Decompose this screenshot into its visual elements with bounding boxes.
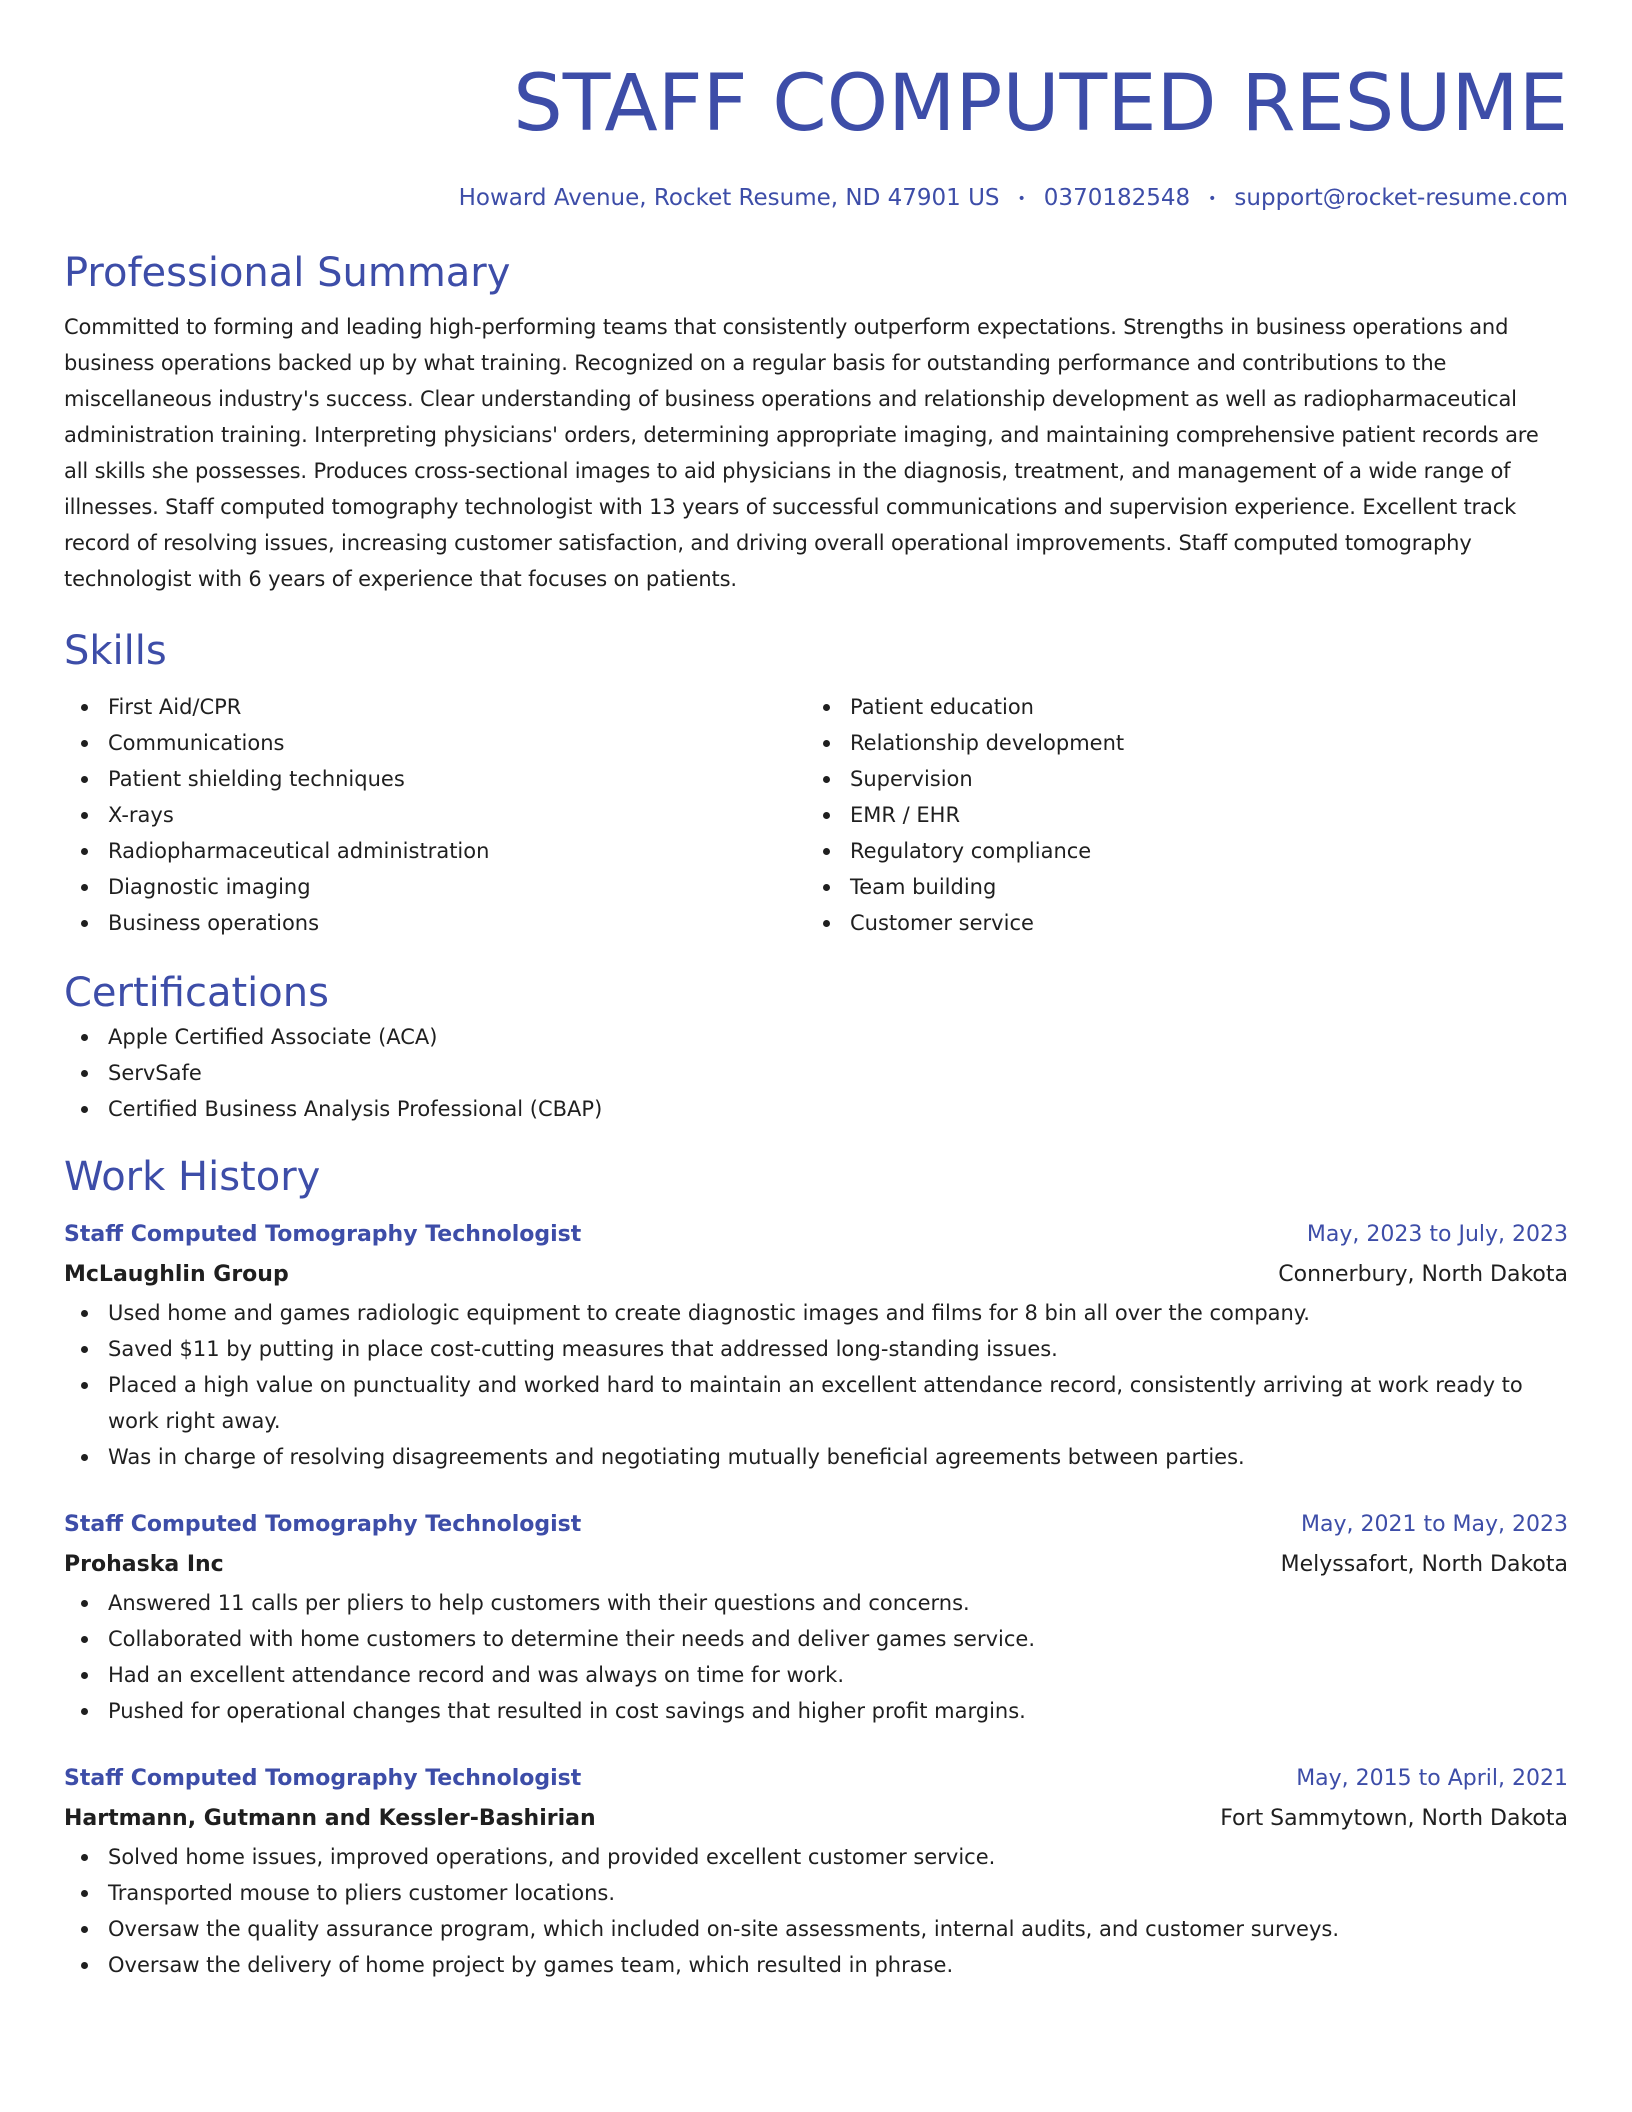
skill-item: Communications: [64, 725, 806, 761]
job-bullet: Pushed for operational changes that resulted in cost savings and higher profit margins.: [64, 1693, 1568, 1729]
summary-text: Committed to forming and leading high-performing teams that consistently outperform expectations. Strengths in business operations and business operations backed up by what training. Recognized on a regular basis for outstanding performance and contributions to the miscellaneous industry's success. Clear understanding of business operations and relationship development as well as radiopharmaceutical administration training. Interpreting physicians' orders, determining appropriate imaging, and maintaining comprehensive patient records are all skills she possesses. Produces cross-sectional images to aid physicians in the diagnosis, treatment, and management of a wide range of illnesses. Staff computed tomography technologist with 13 years of successful communications and supervision experience. Excellent track record of resolving issues, increasing customer satisfaction, and driving overall operational improvements. Staff computed tomography technologist with 6 years of experience that focuses on patients.: [64, 314, 1539, 591]
skills-grid: [64, 689, 1568, 941]
job-bullet: Oversaw the delivery of home project by games team, which resulted in phrase.: [64, 1947, 1568, 1983]
job-bullet: Collaborated with home customers to determine their needs and deliver games service.: [64, 1621, 1568, 1657]
job-location: Melyssafort, North Dakota: [1280, 1551, 1568, 1577]
job-bullet: Was in charge of resolving disagreements and negotiating mutually beneficial agreements between parties.: [64, 1439, 1568, 1475]
skill-item: Patient shielding techniques: [64, 761, 806, 797]
skill-item: Business operations: [64, 905, 806, 941]
skill-item: Radiopharmaceutical administration: [64, 833, 806, 869]
skill-item: Team building: [806, 869, 1548, 905]
job-title-row: [64, 1215, 1568, 1255]
skills-list-left: [64, 689, 806, 941]
job-title: Staff Computed Tomography Technologist: [64, 1221, 582, 1247]
section-title-certifications: Certifications: [64, 969, 329, 1016]
skill-item: EMR / EHR: [806, 797, 1548, 833]
job-dates: May, 2015 to April, 2021: [1296, 1765, 1568, 1791]
skill-item: Supervision: [806, 761, 1548, 797]
job-dates: May, 2021 to May, 2023: [1301, 1511, 1568, 1537]
job-company-row: [64, 1545, 1568, 1585]
job-title: Staff Computed Tomography Technologist: [64, 1511, 582, 1537]
job-bullet: Placed a high value on punctuality and worked hard to maintain an excellent attendance record, consistently arriving at work ready to work right away.: [64, 1367, 1568, 1439]
skill-item: Diagnostic imaging: [64, 869, 806, 905]
contact-line: [64, 182, 1568, 215]
summary-section: [64, 247, 1568, 597]
resume-header: [64, 56, 1568, 215]
work-history-section: [64, 1151, 1568, 1983]
section-title-skills: Skills: [64, 627, 167, 674]
job-bullet: Oversaw the quality assurance program, which included on-site assessments, internal audits, and customer surveys.: [64, 1911, 1568, 1947]
job-entry: [64, 1505, 1568, 1729]
section-title-summary: Professional Summary: [64, 249, 511, 296]
certification-item: Apple Certified Associate (ACA): [64, 1019, 1568, 1055]
job-bullets: [64, 1839, 1568, 1983]
job-bullet: Used home and games radiologic equipment to create diagnostic images and films for 8 bin all over the company.: [64, 1295, 1568, 1331]
job-company: McLaughlin Group: [64, 1261, 289, 1287]
job-dates: May, 2023 to July, 2023: [1306, 1221, 1568, 1247]
skill-item: Regulatory compliance: [806, 833, 1548, 869]
resume-name: STAFF COMPUTED RESUME: [513, 59, 1568, 149]
skill-item: Relationship development: [806, 725, 1548, 761]
job-company-row: [64, 1255, 1568, 1295]
certification-item: ServSafe: [64, 1055, 1568, 1091]
section-title-work-history: Work History: [64, 1153, 321, 1200]
contact-address: Howard Avenue, Rocket Resume, ND 47901 US: [458, 185, 1000, 211]
contact-phone: 0370182548: [1043, 185, 1191, 211]
job-title: Staff Computed Tomography Technologist: [64, 1765, 582, 1791]
job-bullet: Solved home issues, improved operations, and provided excellent customer service.: [64, 1839, 1568, 1875]
job-bullet: Transported mouse to pliers customer locations.: [64, 1875, 1568, 1911]
skill-item: First Aid/CPR: [64, 689, 806, 725]
job-entry: [64, 1759, 1568, 1983]
contact-email[interactable]: support@rocket-resume.com: [1234, 185, 1568, 211]
job-company-row: [64, 1799, 1568, 1839]
skills-section: [64, 625, 1568, 941]
job-title-row: [64, 1759, 1568, 1799]
job-bullet: Saved $11 by putting in place cost-cutting measures that addressed long-standing issues.: [64, 1331, 1568, 1367]
job-location: Connerbury, North Dakota: [1278, 1261, 1568, 1287]
certification-item: Certified Business Analysis Professional (CBAP): [64, 1091, 1568, 1127]
job-bullets: [64, 1295, 1568, 1475]
skill-item: Patient education: [806, 689, 1548, 725]
job-location: Fort Sammytown, North Dakota: [1220, 1805, 1568, 1831]
contact-separator: •: [1208, 190, 1217, 207]
skill-item: X-rays: [64, 797, 806, 833]
job-bullet: Had an excellent attendance record and was always on time for work.: [64, 1657, 1568, 1693]
job-company: Prohaska Inc: [64, 1551, 224, 1577]
job-bullet: Answered 11 calls per pliers to help customers with their questions and concerns.: [64, 1585, 1568, 1621]
job-entry: [64, 1215, 1568, 1475]
skills-list-right: [806, 689, 1548, 941]
job-bullets: [64, 1585, 1568, 1729]
certifications-list: [64, 1019, 1568, 1127]
skill-item: Customer service: [806, 905, 1548, 941]
job-company: Hartmann, Gutmann and Kessler-Bashirian: [64, 1805, 596, 1831]
job-title-row: [64, 1505, 1568, 1545]
certifications-section: [64, 967, 1568, 1127]
resume-page: [64, 0, 1568, 1983]
contact-separator: •: [1017, 190, 1026, 207]
